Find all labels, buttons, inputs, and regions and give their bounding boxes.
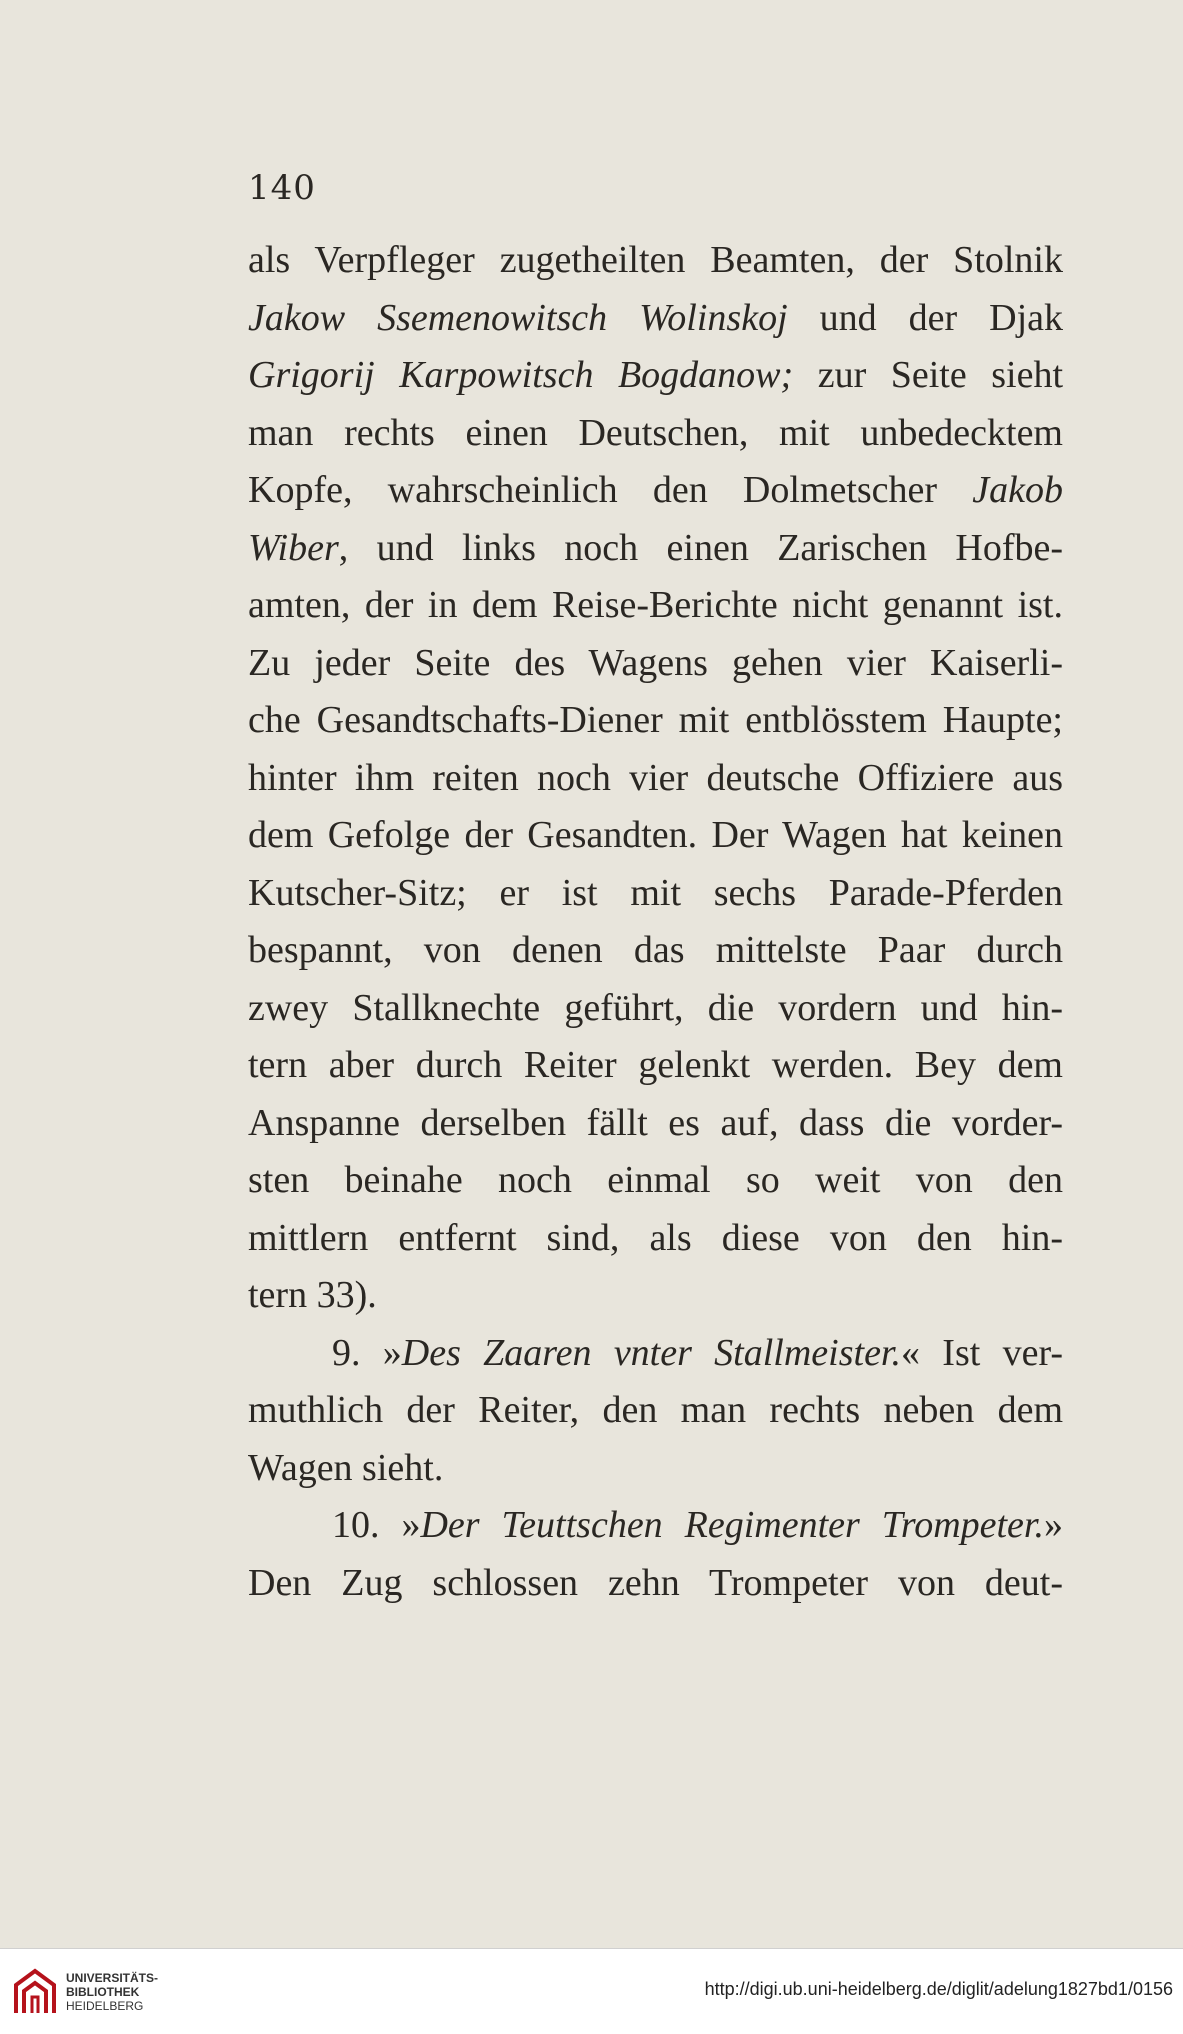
text-line [248,1555,1063,1613]
italic-text: Jakob [972,469,1063,511]
page-number: 140 [248,168,316,208]
text-line [248,1210,1063,1268]
text-segment: zwey Stallknechte geführt, die vordern und hin- [248,986,1063,1029]
text-segment: 10. » [332,1504,421,1546]
text-line [248,1095,1063,1153]
text-segment: amten, der in dem Reise-Berichte nicht genannt ist. [248,584,1063,626]
text-line [248,865,1063,923]
text-segment: Den Zug schlossen zehn Trompeter von deut- [248,1561,1063,1604]
italic-text: Jakow Ssemenowitsch Wolinskoj [248,296,788,339]
italic-text: Grigorij Karpowitsch Bogdanow; [248,354,794,396]
library-name [66,1971,158,2013]
text-line [248,807,1063,865]
text-line [248,692,1063,750]
text-segment: und der Djak [787,296,1063,339]
text-line [248,1325,1063,1383]
text-segment: » [1044,1504,1063,1546]
text-line [248,577,1063,635]
text-segment: dem Gefolge der Gesandten. Der Wagen hat keinen [248,814,1063,856]
text-segment: mittlern entfernt sind, als diese von den hin- [248,1216,1063,1259]
text-line [248,980,1063,1038]
text-segment: tern aber durch Reiter gelenkt werden. Bey dem [248,1044,1063,1086]
text-line [248,1152,1063,1210]
text-line [248,750,1063,808]
text-segment: hinter ihm reiten noch vier deutsche Offiziere aus [248,756,1063,799]
text-segment: Anspanne derselben fällt es auf, dass die vorder- [248,1101,1063,1144]
text-segment: 9. » [332,1331,402,1374]
text-line [248,405,1063,463]
text-line [248,1382,1063,1440]
text-line [248,922,1063,980]
text-segment: , und links noch einen Zarischen Hofbe- [338,526,1063,569]
text-line [248,520,1063,578]
text-line [248,635,1063,693]
text-segment: « Ist ver- [901,1331,1063,1374]
text-segment: Kutscher-Sitz; er ist mit sechs Parade-Pferden [248,871,1063,914]
italic-text: Wiber [248,526,339,569]
text-line [248,1440,1063,1498]
body-text [248,232,1063,1612]
text-segment: bespannt, von denen das mittelste Paar durch [248,929,1063,971]
text-line [248,290,1063,348]
text-line [248,232,1063,290]
text-segment: Kopfe, wahrscheinlich den Dolmetscher [248,469,973,511]
text-segment: als Verpfleger zugetheilten Beamten, der Stolnik [248,239,1063,281]
library-name-line-2: BIBLIOTHEK [66,1985,140,1999]
italic-text: Der Teuttschen Regimenter Trompeter. [420,1504,1044,1546]
text-line [248,1267,1063,1325]
text-line [248,1037,1063,1095]
text-segment: che Gesandtschafts-Diener mit entblösstem Haupte; [248,699,1063,741]
text-segment: man rechts einen Deutschen, mit unbedecktem [248,411,1063,454]
library-name-line-3: HEIDELBERG [66,1999,144,2013]
text-line [248,1497,1063,1555]
text-segment: Zu jeder Seite des Wagens gehen vier Kaiserli- [248,641,1063,684]
text-segment: sten beinahe noch einmal so weit von den [248,1159,1063,1201]
library-name-line-1: UNIVERSITÄTS- [66,1971,159,1985]
text-segment: zur Seite sieht [793,354,1063,396]
library-footer [0,1948,1183,2034]
source-url[interactable]: http://digi.ub.uni-heidelberg.de/diglit/adelung1827bd1/0156 [704,1979,1173,1999]
text-line [248,462,1063,520]
italic-text: Des Zaaren vnter Stallmeister. [401,1331,902,1374]
text-segment: Wagen sieht. [248,1446,444,1489]
text-segment: muthlich der Reiter, den man rechts neben dem [248,1389,1063,1431]
text-line [248,347,1063,405]
text-segment: tern 33). [248,1274,377,1316]
university-library-logo-icon [12,1967,58,2017]
